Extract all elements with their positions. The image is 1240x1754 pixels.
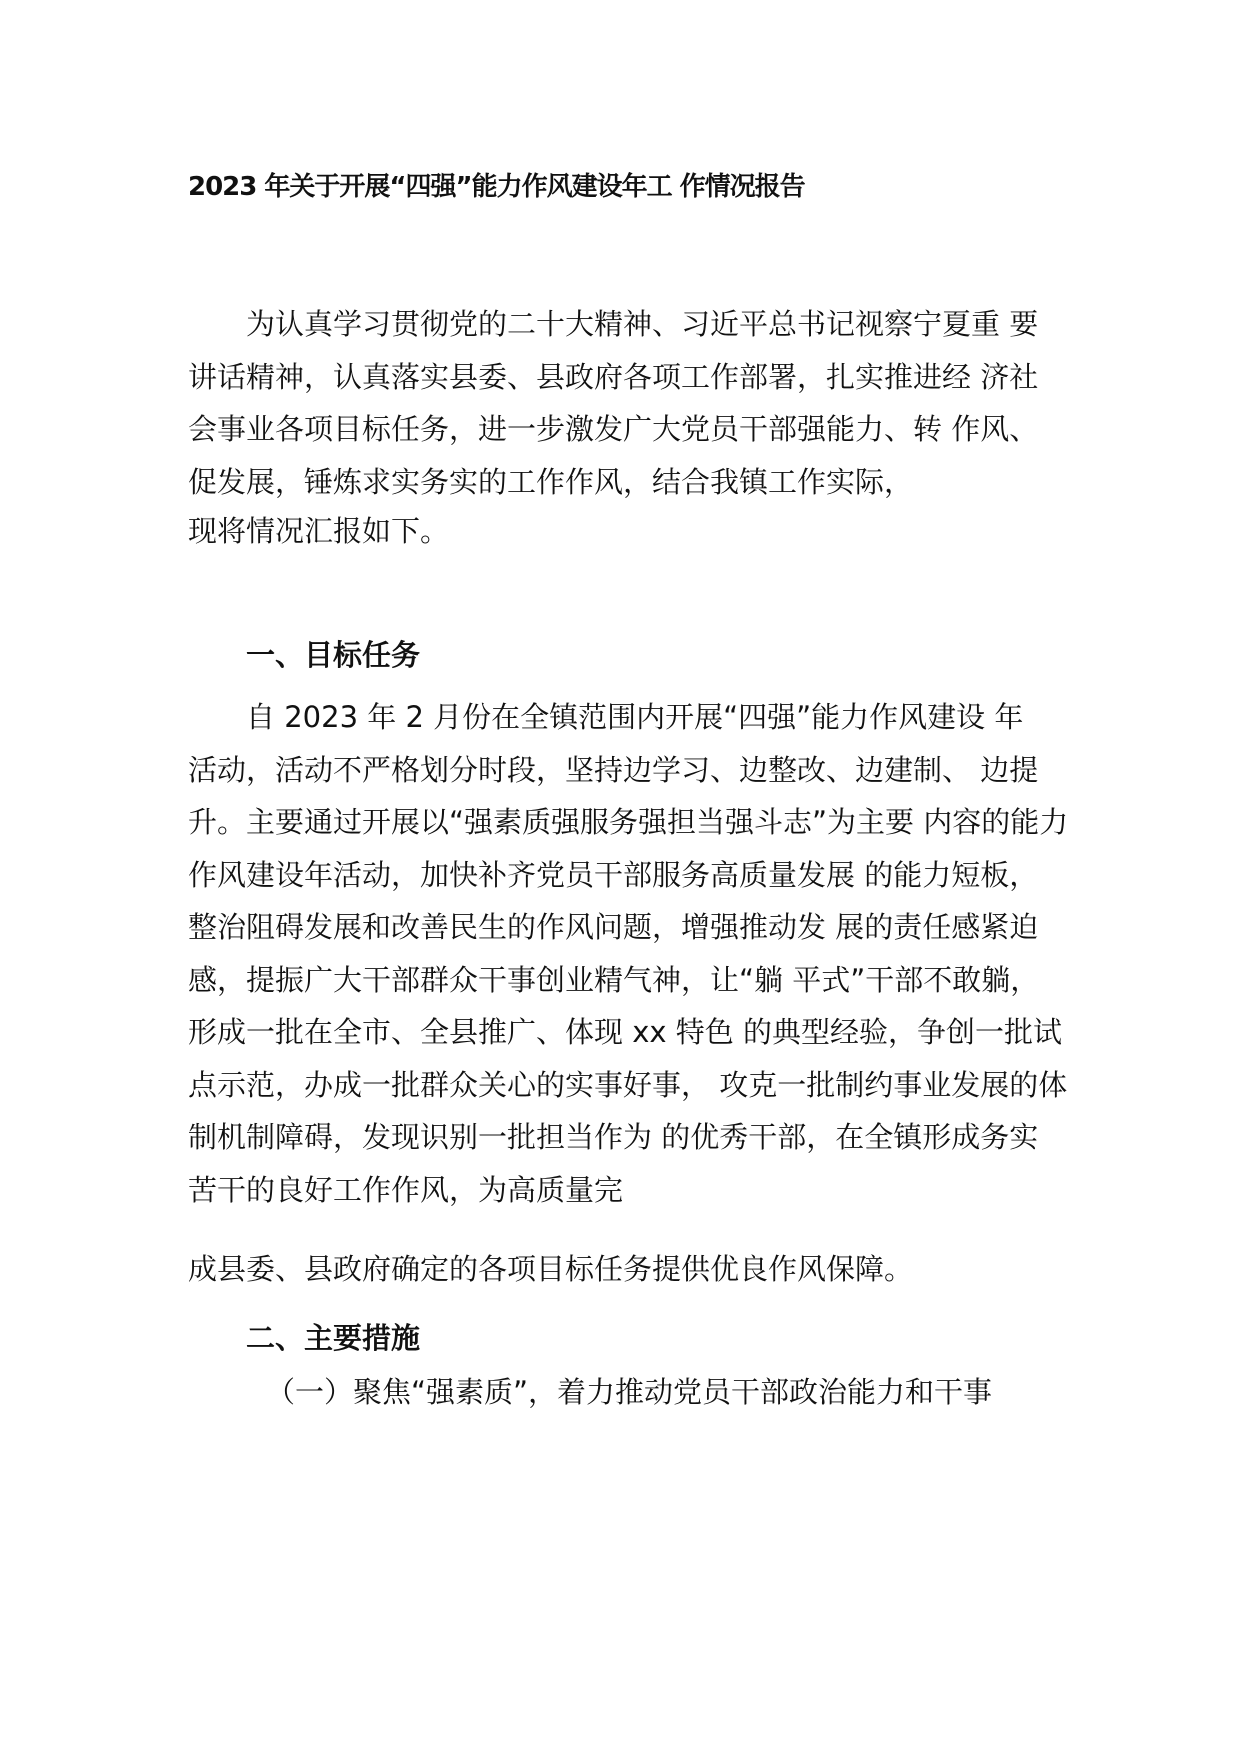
intro-line: 会事业各项目标任务，进一步激发广大党员干部强能力、转 作风、: [188, 412, 1039, 446]
section-1-line: 升。主要通过开展以“强素质强服务强担当强斗志”为主要 内容的能力: [188, 805, 1069, 839]
document-title: 2023 年关于开展“四强”能力作风建设年工 作情况报告: [188, 172, 805, 202]
section-heading-target-tasks: 一、目标任务: [246, 638, 421, 672]
section-heading-main-measures: 二、主要措施: [246, 1321, 421, 1355]
section-1-line: 苦干的良好工作作风，为高质量完: [188, 1172, 624, 1207]
intro-line: 讲话精神，认真落实县委、县政府各项工作部署，扎实推进经 济社: [188, 359, 1039, 394]
intro-paragraph: [188, 298, 1068, 508]
section-1-line: 作风建设年活动，加快补齐党员干部服务高质量发展 的能力短板，: [188, 857, 1039, 892]
section-1-line: 活动，活动不严格划分时段，坚持边学习、边整改、边建制、 边提: [188, 752, 1039, 787]
section-1-tail: 成县委、县政府确定的各项目标任务提供优良作风保障。: [188, 1252, 914, 1286]
section-1-line: 自 2023 年 2 月份在全镇范围内开展“四强”能力作风建设 年: [246, 700, 1024, 734]
section-1-line: 整治阻碍发展和改善民生的作风问题，增强推动发 展的责任感紧迫: [188, 910, 1039, 944]
intro-line: 促发展，锤炼求实务实的工作作风，结合我镇工作实际，: [188, 464, 914, 499]
section-1-line: 制机制障碍，发现识别一批担当作为 的优秀干部，在全镇形成务实: [188, 1120, 1039, 1154]
section-1-line: 感，提振广大干部群众干事创业精气神，让“躺 平式”干部不敢躺，: [188, 962, 1040, 997]
section-1-line: 点示范，办成一批群众关心的实事好事， 攻克一批制约事业发展的体: [188, 1067, 1068, 1102]
intro-line: 为认真学习贯彻党的二十大精神、习近平总书记视察宁夏重 要: [246, 307, 1039, 341]
section-1-line: 形成一批在全市、全县推广、体现 xx 特色 的典型经验，争创一批试: [188, 1015, 1062, 1049]
sub-heading-strengthen-quality: （一）聚焦“强素质”，着力推动党员干部政治能力和干事: [266, 1375, 993, 1409]
intro-tail: 现将情况汇报如下。: [188, 514, 450, 548]
section-1-paragraph: [188, 612, 1068, 1216]
